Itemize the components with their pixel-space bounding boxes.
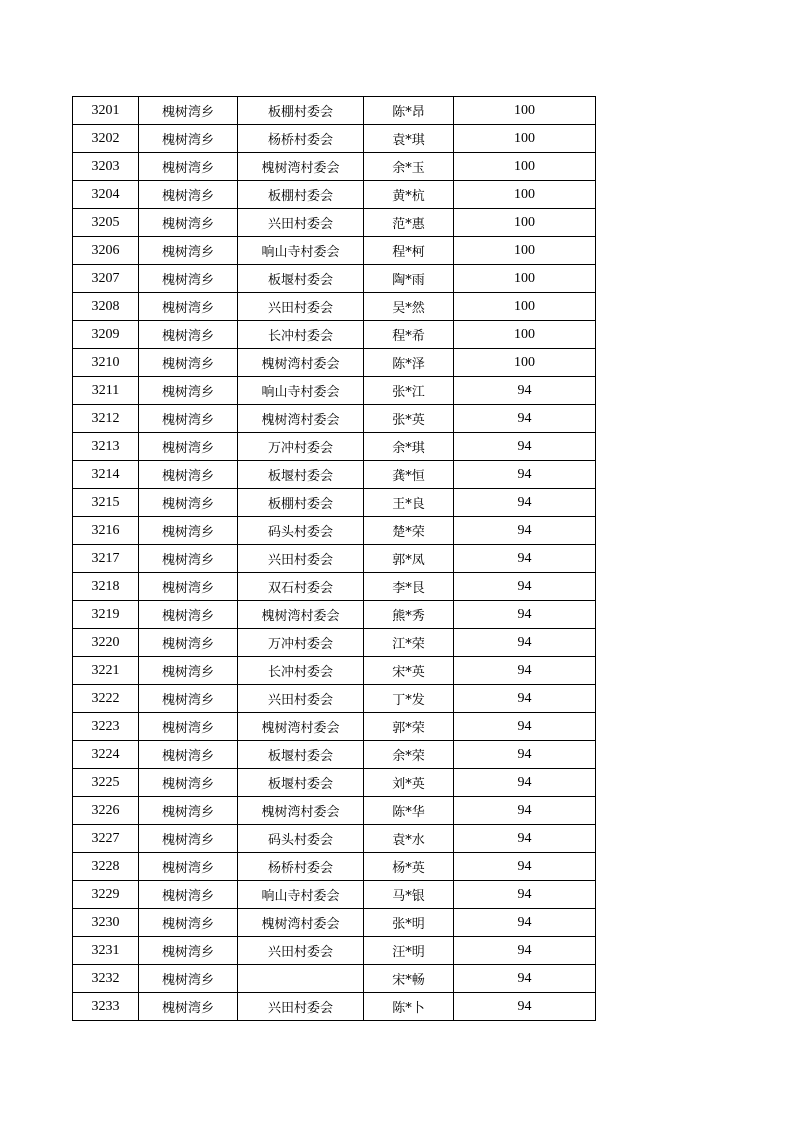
cell-id: 3226: [73, 797, 139, 825]
table-row: [73, 853, 596, 881]
cell-village: 槐树湾村委会: [238, 153, 364, 181]
cell-village: 码头村委会: [238, 517, 364, 545]
cell-village: 长冲村委会: [238, 657, 364, 685]
cell-township: 槐树湾乡: [139, 461, 238, 489]
cell-township: 槐树湾乡: [139, 181, 238, 209]
cell-name: 余*琪: [364, 433, 454, 461]
table-row: [73, 657, 596, 685]
cell-township: 槐树湾乡: [139, 405, 238, 433]
cell-name: 吴*然: [364, 293, 454, 321]
cell-name: 宋*英: [364, 657, 454, 685]
data-table: [72, 96, 596, 1021]
cell-name: 陶*雨: [364, 265, 454, 293]
cell-township: 槐树湾乡: [139, 629, 238, 657]
cell-amount: 100: [454, 181, 596, 209]
cell-id: 3203: [73, 153, 139, 181]
cell-id: 3208: [73, 293, 139, 321]
cell-township: 槐树湾乡: [139, 153, 238, 181]
cell-id: 3211: [73, 377, 139, 405]
cell-amount: 94: [454, 405, 596, 433]
cell-amount: 94: [454, 909, 596, 937]
cell-township: 槐树湾乡: [139, 657, 238, 685]
cell-township: 槐树湾乡: [139, 517, 238, 545]
cell-village: 兴田村委会: [238, 209, 364, 237]
cell-village: 板棚村委会: [238, 489, 364, 517]
cell-village: 板堰村委会: [238, 461, 364, 489]
table-row: [73, 377, 596, 405]
table-row: [73, 601, 596, 629]
cell-name: 汪*明: [364, 937, 454, 965]
cell-township: 槐树湾乡: [139, 937, 238, 965]
cell-township: 槐树湾乡: [139, 825, 238, 853]
cell-name: 龚*恒: [364, 461, 454, 489]
table-row: [73, 881, 596, 909]
cell-name: 程*希: [364, 321, 454, 349]
cell-id: 3232: [73, 965, 139, 993]
cell-name: 刘*英: [364, 769, 454, 797]
cell-id: 3204: [73, 181, 139, 209]
cell-name: 郭*凤: [364, 545, 454, 573]
cell-village: 长冲村委会: [238, 321, 364, 349]
cell-township: 槐树湾乡: [139, 797, 238, 825]
cell-id: 3219: [73, 601, 139, 629]
cell-name: 丁*发: [364, 685, 454, 713]
cell-id: 3224: [73, 741, 139, 769]
table-row: [73, 349, 596, 377]
cell-township: 槐树湾乡: [139, 489, 238, 517]
cell-id: 3206: [73, 237, 139, 265]
cell-village: 码头村委会: [238, 825, 364, 853]
cell-amount: 94: [454, 461, 596, 489]
cell-amount: 94: [454, 881, 596, 909]
cell-township: 槐树湾乡: [139, 993, 238, 1021]
table-row: [73, 489, 596, 517]
cell-amount: 94: [454, 601, 596, 629]
cell-village: 兴田村委会: [238, 293, 364, 321]
cell-village: 杨桥村委会: [238, 853, 364, 881]
cell-township: 槐树湾乡: [139, 965, 238, 993]
cell-amount: 100: [454, 153, 596, 181]
cell-name: 杨*英: [364, 853, 454, 881]
cell-id: 3213: [73, 433, 139, 461]
cell-id: 3231: [73, 937, 139, 965]
cell-id: 3214: [73, 461, 139, 489]
cell-name: 马*银: [364, 881, 454, 909]
cell-id: 3216: [73, 517, 139, 545]
table-row: [73, 713, 596, 741]
cell-township: 槐树湾乡: [139, 741, 238, 769]
cell-id: 3218: [73, 573, 139, 601]
cell-village: [238, 965, 364, 993]
cell-village: 板堰村委会: [238, 769, 364, 797]
cell-name: 宋*畅: [364, 965, 454, 993]
cell-amount: 94: [454, 629, 596, 657]
cell-id: 3215: [73, 489, 139, 517]
cell-id: 3202: [73, 125, 139, 153]
cell-name: 余*荣: [364, 741, 454, 769]
cell-amount: 94: [454, 489, 596, 517]
cell-amount: 94: [454, 853, 596, 881]
cell-township: 槐树湾乡: [139, 349, 238, 377]
cell-id: 3221: [73, 657, 139, 685]
cell-amount: 94: [454, 797, 596, 825]
table-row: [73, 573, 596, 601]
cell-township: 槐树湾乡: [139, 545, 238, 573]
cell-amount: 100: [454, 125, 596, 153]
cell-amount: 94: [454, 825, 596, 853]
table-row: [73, 321, 596, 349]
cell-township: 槐树湾乡: [139, 853, 238, 881]
cell-name: 张*江: [364, 377, 454, 405]
table-row: [73, 125, 596, 153]
cell-township: 槐树湾乡: [139, 573, 238, 601]
cell-township: 槐树湾乡: [139, 321, 238, 349]
cell-village: 槐树湾村委会: [238, 713, 364, 741]
cell-name: 陈*泽: [364, 349, 454, 377]
cell-id: 3217: [73, 545, 139, 573]
table-row: [73, 293, 596, 321]
cell-amount: 94: [454, 545, 596, 573]
cell-township: 槐树湾乡: [139, 237, 238, 265]
cell-township: 槐树湾乡: [139, 769, 238, 797]
cell-name: 郭*荣: [364, 713, 454, 741]
cell-name: 陈*昂: [364, 97, 454, 125]
table-row: [73, 209, 596, 237]
table-row: [73, 433, 596, 461]
cell-township: 槐树湾乡: [139, 209, 238, 237]
cell-id: 3233: [73, 993, 139, 1021]
cell-village: 槐树湾村委会: [238, 405, 364, 433]
cell-id: 3222: [73, 685, 139, 713]
cell-amount: 94: [454, 713, 596, 741]
cell-township: 槐树湾乡: [139, 713, 238, 741]
cell-village: 兴田村委会: [238, 937, 364, 965]
table-row: [73, 629, 596, 657]
cell-village: 杨桥村委会: [238, 125, 364, 153]
cell-village: 板棚村委会: [238, 181, 364, 209]
cell-village: 板棚村委会: [238, 97, 364, 125]
cell-amount: 100: [454, 349, 596, 377]
cell-township: 槐树湾乡: [139, 601, 238, 629]
cell-id: 3230: [73, 909, 139, 937]
cell-township: 槐树湾乡: [139, 909, 238, 937]
table-row: [73, 265, 596, 293]
table-row: [73, 517, 596, 545]
cell-amount: 94: [454, 769, 596, 797]
cell-name: 张*英: [364, 405, 454, 433]
table-row: [73, 937, 596, 965]
cell-name: 张*明: [364, 909, 454, 937]
cell-name: 范*惠: [364, 209, 454, 237]
cell-amount: 100: [454, 209, 596, 237]
cell-village: 槐树湾村委会: [238, 601, 364, 629]
table-row: [73, 797, 596, 825]
cell-village: 响山寺村委会: [238, 377, 364, 405]
table-row: [73, 461, 596, 489]
cell-id: 3225: [73, 769, 139, 797]
cell-township: 槐树湾乡: [139, 685, 238, 713]
cell-village: 兴田村委会: [238, 545, 364, 573]
cell-village: 万冲村委会: [238, 433, 364, 461]
cell-village: 兴田村委会: [238, 993, 364, 1021]
cell-name: 陈*卜: [364, 993, 454, 1021]
table-row: [73, 993, 596, 1021]
cell-amount: 94: [454, 993, 596, 1021]
cell-township: 槐树湾乡: [139, 881, 238, 909]
cell-township: 槐树湾乡: [139, 293, 238, 321]
table-row: [73, 965, 596, 993]
cell-id: 3201: [73, 97, 139, 125]
cell-village: 槐树湾村委会: [238, 797, 364, 825]
cell-amount: 94: [454, 741, 596, 769]
cell-id: 3228: [73, 853, 139, 881]
cell-village: 槐树湾村委会: [238, 349, 364, 377]
cell-id: 3212: [73, 405, 139, 433]
cell-amount: 100: [454, 237, 596, 265]
cell-village: 板堰村委会: [238, 741, 364, 769]
cell-name: 楚*荣: [364, 517, 454, 545]
cell-village: 响山寺村委会: [238, 237, 364, 265]
cell-township: 槐树湾乡: [139, 433, 238, 461]
cell-name: 袁*琪: [364, 125, 454, 153]
cell-amount: 94: [454, 965, 596, 993]
table-row: [73, 685, 596, 713]
cell-id: 3227: [73, 825, 139, 853]
table-body: [73, 97, 596, 1021]
cell-village: 万冲村委会: [238, 629, 364, 657]
cell-township: 槐树湾乡: [139, 97, 238, 125]
table-row: [73, 97, 596, 125]
table-row: [73, 545, 596, 573]
cell-township: 槐树湾乡: [139, 265, 238, 293]
cell-id: 3205: [73, 209, 139, 237]
cell-amount: 100: [454, 97, 596, 125]
cell-amount: 100: [454, 293, 596, 321]
cell-name: 黄*杭: [364, 181, 454, 209]
cell-amount: 94: [454, 517, 596, 545]
cell-name: 程*柯: [364, 237, 454, 265]
cell-id: 3210: [73, 349, 139, 377]
cell-amount: 94: [454, 937, 596, 965]
cell-name: 袁*水: [364, 825, 454, 853]
table-row: [73, 181, 596, 209]
cell-village: 槐树湾村委会: [238, 909, 364, 937]
cell-name: 熊*秀: [364, 601, 454, 629]
table-row: [73, 405, 596, 433]
cell-township: 槐树湾乡: [139, 377, 238, 405]
table-row: [73, 825, 596, 853]
cell-name: 余*玉: [364, 153, 454, 181]
cell-village: 板堰村委会: [238, 265, 364, 293]
cell-id: 3220: [73, 629, 139, 657]
cell-name: 江*荣: [364, 629, 454, 657]
cell-name: 陈*华: [364, 797, 454, 825]
cell-village: 响山寺村委会: [238, 881, 364, 909]
cell-amount: 94: [454, 433, 596, 461]
table-row: [73, 909, 596, 937]
cell-township: 槐树湾乡: [139, 125, 238, 153]
cell-amount: 94: [454, 377, 596, 405]
cell-id: 3223: [73, 713, 139, 741]
table-row: [73, 741, 596, 769]
cell-amount: 100: [454, 265, 596, 293]
table-row: [73, 153, 596, 181]
cell-amount: 94: [454, 573, 596, 601]
cell-village: 双石村委会: [238, 573, 364, 601]
cell-village: 兴田村委会: [238, 685, 364, 713]
table-row: [73, 769, 596, 797]
cell-id: 3207: [73, 265, 139, 293]
cell-amount: 94: [454, 657, 596, 685]
cell-id: 3209: [73, 321, 139, 349]
cell-name: 李*艮: [364, 573, 454, 601]
table-row: [73, 237, 596, 265]
cell-amount: 94: [454, 685, 596, 713]
cell-id: 3229: [73, 881, 139, 909]
cell-name: 王*良: [364, 489, 454, 517]
cell-amount: 100: [454, 321, 596, 349]
